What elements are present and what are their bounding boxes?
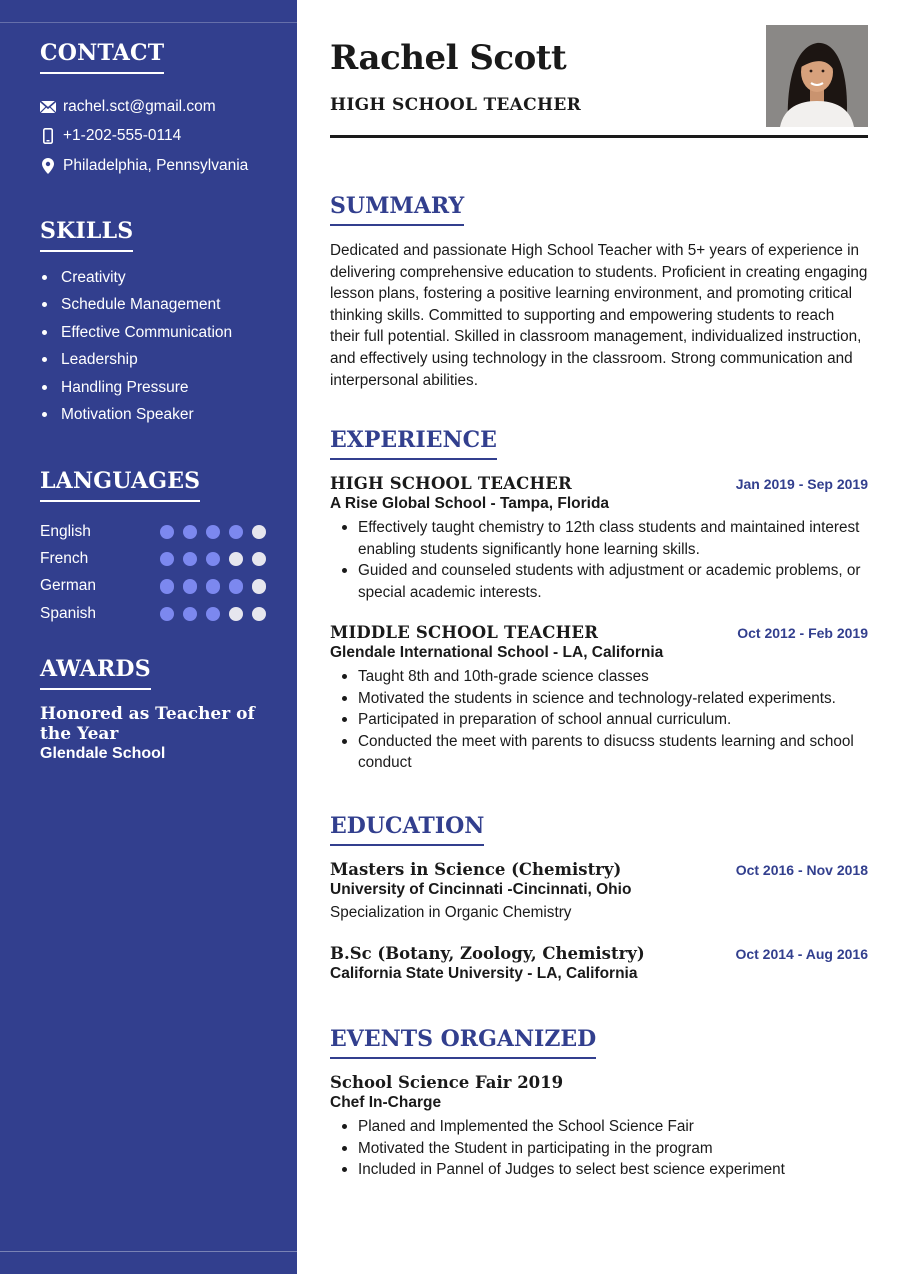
language-name: French: [40, 550, 89, 568]
entry-header: [330, 474, 868, 493]
rating-dot-filled: [183, 525, 197, 539]
skills-heading: SKILLS: [40, 218, 133, 252]
experience-entry: [330, 623, 868, 774]
skill-item: Leadership: [40, 350, 280, 377]
contact-heading: CONTACT: [40, 40, 164, 74]
event-bullets: [330, 1116, 868, 1181]
languages-heading: LANGUAGES: [40, 468, 200, 502]
entry-header: [330, 623, 868, 642]
job-title: HIGH SCHOOL TEACHER: [330, 474, 572, 493]
sidebar-top-divider: [0, 22, 297, 23]
job-employer: Glendale International School - LA, California: [330, 644, 664, 661]
candidate-name: Rachel Scott: [330, 38, 567, 78]
job-date: Jan 2019 - Sep 2019: [735, 476, 868, 492]
candidate-role: HIGH SCHOOL TEACHER: [330, 95, 582, 115]
rating-dot-empty: [252, 552, 266, 566]
language-rating: [160, 579, 266, 593]
rating-dot-filled: [229, 579, 243, 593]
contact-phone[interactable]: [40, 122, 280, 152]
education-heading: EDUCATION: [330, 813, 484, 846]
skills-section: [40, 218, 280, 432]
rating-dot-filled: [206, 579, 220, 593]
language-row: [40, 518, 280, 545]
language-rating: [160, 525, 266, 539]
skill-item: Handling Pressure: [40, 378, 280, 405]
rating-dot-filled: [160, 607, 174, 621]
rating-dot-filled: [160, 525, 174, 539]
bullet-item: Conducted the meet with parents to disucss students learning and school conduct: [330, 731, 868, 774]
bullet-item: Taught 8th and 10th-grade science classes: [330, 666, 868, 688]
rating-dot-filled: [160, 552, 174, 566]
event-title: School Science Fair 2019: [330, 1073, 564, 1092]
experience-heading: EXPERIENCE: [330, 427, 497, 460]
awards-heading: AWARDS: [40, 656, 151, 690]
school-name: University of Cincinnati -Cincinnati, Ohio: [330, 881, 632, 898]
contact-section: [40, 40, 280, 181]
language-name: German: [40, 577, 96, 595]
rating-dot-empty: [229, 552, 243, 566]
bullet-item: Motivated the Student in participating in the program: [330, 1138, 868, 1160]
entry-header: [330, 944, 868, 963]
rating-dot-filled: [160, 579, 174, 593]
skills-list: [40, 268, 280, 432]
job-bullets: [330, 666, 868, 774]
degree-title: B.Sc (Botany, Zoology, Chemistry): [330, 944, 645, 963]
email-icon: [40, 99, 56, 115]
award-organization: Glendale School: [40, 745, 166, 762]
event-role: Chef In-Charge: [330, 1094, 442, 1111]
rating-dot-empty: [252, 579, 266, 593]
portrait-image: [766, 25, 868, 127]
contact-location: [40, 151, 280, 181]
entry-header: [330, 860, 868, 879]
job-date: Oct 2012 - Feb 2019: [737, 625, 868, 641]
degree-date: Oct 2016 - Nov 2018: [735, 862, 868, 878]
degree-note: Specialization in Organic Chemistry: [330, 904, 572, 921]
contact-list: [40, 92, 280, 181]
rating-dot-filled: [206, 525, 220, 539]
bullet-item: Motivated the students in science and technology-related experiments.: [330, 688, 868, 710]
awards-section: [40, 656, 280, 764]
event-entry: [330, 1073, 868, 1181]
location-pin-icon: [40, 158, 56, 174]
job-employer: A Rise Global School - Tampa, Florida: [330, 495, 610, 512]
rating-dot-filled: [229, 525, 243, 539]
experience-entry: [330, 474, 868, 603]
language-row: [40, 600, 280, 627]
bullet-item: Effectively taught chemistry to 12th class students and maintained interest enabling students significantly hone learning skills.: [330, 517, 868, 560]
bullet-item: Guided and counseled students with adjustment or academic problems, or special academic interests.: [330, 560, 868, 603]
language-row: [40, 573, 280, 600]
main-content: [330, 0, 868, 1274]
degree-date: Oct 2014 - Aug 2016: [735, 946, 868, 962]
contact-email[interactable]: [40, 92, 280, 122]
sidebar: [0, 0, 297, 1274]
rating-dot-filled: [183, 607, 197, 621]
rating-dot-empty: [252, 525, 266, 539]
rating-dot-filled: [183, 552, 197, 566]
bullet-item: Participated in preparation of school annual curriculum.: [330, 709, 868, 731]
summary-heading: SUMMARY: [330, 193, 464, 226]
bullet-item: Included in Pannel of Judges to select best science experiment: [330, 1159, 868, 1181]
location-text: Philadelphia, Pennsylvania: [63, 156, 249, 174]
education-entry: [330, 860, 868, 922]
profile-photo: [766, 25, 868, 127]
language-name: English: [40, 522, 91, 540]
language-rating: [160, 607, 266, 621]
phone-icon: [40, 128, 56, 144]
skill-item: Schedule Management: [40, 295, 280, 322]
skill-item: Motivation Speaker: [40, 405, 280, 432]
sidebar-bottom-divider: [0, 1251, 297, 1252]
education-entry: [330, 944, 868, 983]
rating-dot-filled: [183, 579, 197, 593]
languages-list: [40, 518, 280, 628]
rating-dot-empty: [252, 607, 266, 621]
award-title: Honored as Teacher of the Year: [40, 704, 255, 744]
school-name: California State University - LA, California: [330, 965, 638, 982]
rating-dot-filled: [206, 552, 220, 566]
language-rating: [160, 552, 266, 566]
skill-item: Effective Communication: [40, 323, 280, 350]
summary-text: Dedicated and passionate High School Teacher with 5+ years of experience in delivering comprehensive education to students. Proficient in creating engaging lesson plans, fostering a positive learning environment, and promoting critical thinking skills. Committed to supporting and empowering students to reach their full potential. Skilled in classroom management, individualized instruction, and effectively using technology in the classroom. Strong communication and interpersonal abilities.: [330, 242, 868, 389]
email-text: rachel.sct@gmail.com: [63, 97, 216, 115]
header-divider: [330, 135, 868, 138]
bullet-item: Planed and Implemented the School Science Fair: [330, 1116, 868, 1138]
phone-text: +1-202-555-0114: [63, 127, 182, 145]
job-title: MIDDLE SCHOOL TEACHER: [330, 623, 599, 642]
job-bullets: [330, 517, 868, 603]
rating-dot-filled: [206, 607, 220, 621]
degree-title: Masters in Science (Chemistry): [330, 860, 622, 879]
skill-item: Creativity: [40, 268, 280, 295]
language-name: Spanish: [40, 604, 97, 622]
languages-section: [40, 468, 280, 628]
events-heading: EVENTS ORGANIZED: [330, 1026, 596, 1059]
rating-dot-empty: [229, 607, 243, 621]
language-row: [40, 545, 280, 572]
